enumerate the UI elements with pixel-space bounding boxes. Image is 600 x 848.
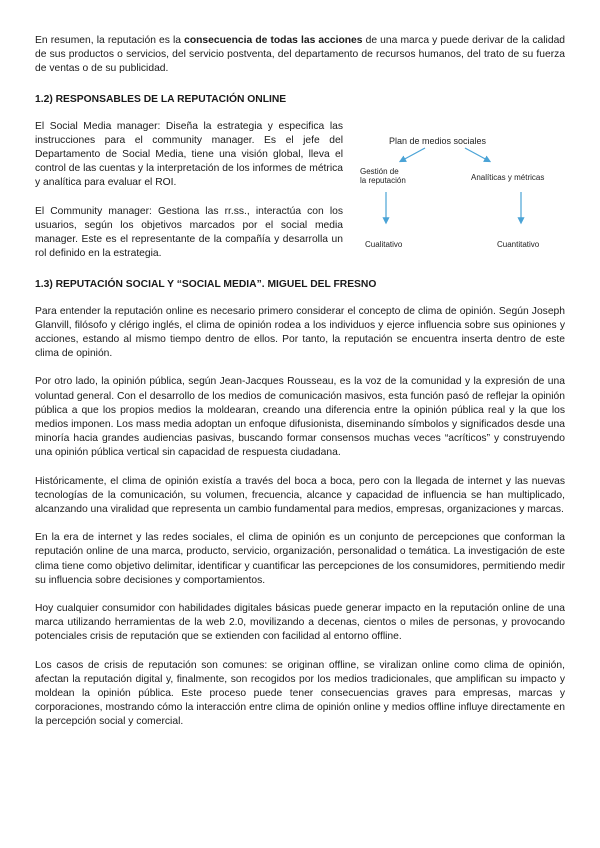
intro-emphasis: consecuencia de todas las acciones — [184, 35, 363, 46]
roles-section — [35, 120, 565, 268]
social-media-plan-diagram — [353, 126, 565, 256]
community-manager-paragraph: El Community manager: Gestiona las rr.ss., interactúa con los usuarios, según los objetivos marcados por el social media manager. Este es el representante de la compañía y desarrolla un rol definido en la estrategia. — [35, 205, 343, 260]
intro-text: En resumen, la reputación es la — [35, 35, 185, 46]
roles-text — [35, 120, 343, 262]
body-paragraph: Por otro lado, la opinión pública, según Jean-Jacques Rousseau, es la voz de la comunidad y la expresión de una voluntad general. Con el desarrollo de los medios de comunicación masivos, esta función pasó de reflejar la opinión pública a que los propios medios la moldearan, creando una diferencia entre la opinión pública real y la que los medios imponen. Los mass media adoptan un enfoque difusionista, diseminando símbolos y significados desde una minoría hacia grandes audiencias pasivas, buscando formar consensos muchas veces “acríticos” y construyendo una opinión pública vertical sin capacidad de respuesta ciudadana. — [35, 376, 565, 459]
diagram-label-reputation — [360, 167, 406, 185]
diagram-label-reputation-line1: Gestión de — [360, 166, 399, 176]
diagram-label-analytics: Analíticas y métricas — [471, 172, 545, 182]
body-paragraph: Históricamente, el clima de opinión existía a través del boca a boca, pero con la llegada de internet y las nuevas tecnologías de la comunicación, su volumen, frecuencia, alcance y capacidad de influencia se han multiplicado, alcanzando una viralidad que representa un cambio fundamental para medios, empresas, organizaciones y marcas. — [35, 475, 565, 516]
body-paragraph: Para entender la reputación online es necesario primero considerar el concepto de clima de opinión. Según Joseph Glanvill, filósofo y clérigo inglés, el clima de opinión rodea a los individuos y ejerce influencia sobre sus opiniones y acciones, estando al mismo tiempo dentro de ellos. Por tanto, la reputación se encuentra inserta dentro de este clima de opinión. — [35, 305, 565, 360]
section-body — [35, 305, 565, 730]
body-paragraph: Los casos de crisis de reputación son comunes: se originan offline, se viralizan online como clima de opinión, afectan la reputación digital y, finalmente, son recogidos por los medios tradicionales, que amplifican su impacto y moldean la opinión pública. Este proceso puede tener consecuencias graves para empresas, marcas y corporaciones, mostrando cómo la interacción entre clima de opinión online y medios offline influye directamente en la percepción social y comercial. — [35, 659, 565, 728]
social-media-manager-paragraph: El Social Media manager: Diseña la estrategia y especifica las instrucciones para el community manager. Es el jefe del Departamento de Social Media, tiene una visión global, lleva el control de las cuentas y la interpretación de los informes de métrica y analítica para evaluar el ROI. — [35, 120, 343, 189]
body-paragraph: En la era de internet y las redes sociales, el clima de opinión es un conjunto de percepciones que conforman la reputación online de una marca, producto, servicio, organización, personalidad o temática. La investigación de este clima tiene como objetivo delimitar, identificar y cuantificar las percepciones de los consumidores, permitiendo medir su influencia sobre decisiones y comportamientos. — [35, 532, 565, 586]
section-heading-responsables: 1.2) RESPONSABLES DE LA REPUTACIÓN ONLINE — [35, 93, 287, 105]
diagram-label-plan: Plan de medios sociales — [389, 135, 487, 146]
diagram-label-qualitative: Cualitativo — [365, 239, 403, 249]
diagram-label-quantitative: Cuantitativo — [497, 239, 540, 249]
document-page — [35, 34, 565, 730]
arrow-to-analytics — [465, 148, 489, 161]
intro-paragraph — [35, 34, 565, 77]
intro-text-end: de una marca y puede derivar de la calidad de sus productos o servicios, del servicio postventa, del departamento de recursos humanos, del trato de su fuerza de ventas o de su publicidad. — [35, 35, 566, 75]
section-heading-reputacion-social: 1.3) REPUTACIÓN SOCIAL Y “SOCIAL MEDIA”. MIGUEL DEL FRESNO — [35, 278, 377, 290]
arrow-to-reputation — [401, 148, 425, 161]
diagram-label-reputation-line2: la reputación — [360, 175, 406, 185]
body-paragraph: Hoy cualquier consumidor con habilidades digitales básicas puede generar impacto en la reputación online de una marca utilizando herramientas de la web 2.0, movilizando a decenas, cientos o miles de personas, y provocando potenciales crisis de reputación que se extienden con facilidad al entorno offline. — [35, 603, 565, 643]
